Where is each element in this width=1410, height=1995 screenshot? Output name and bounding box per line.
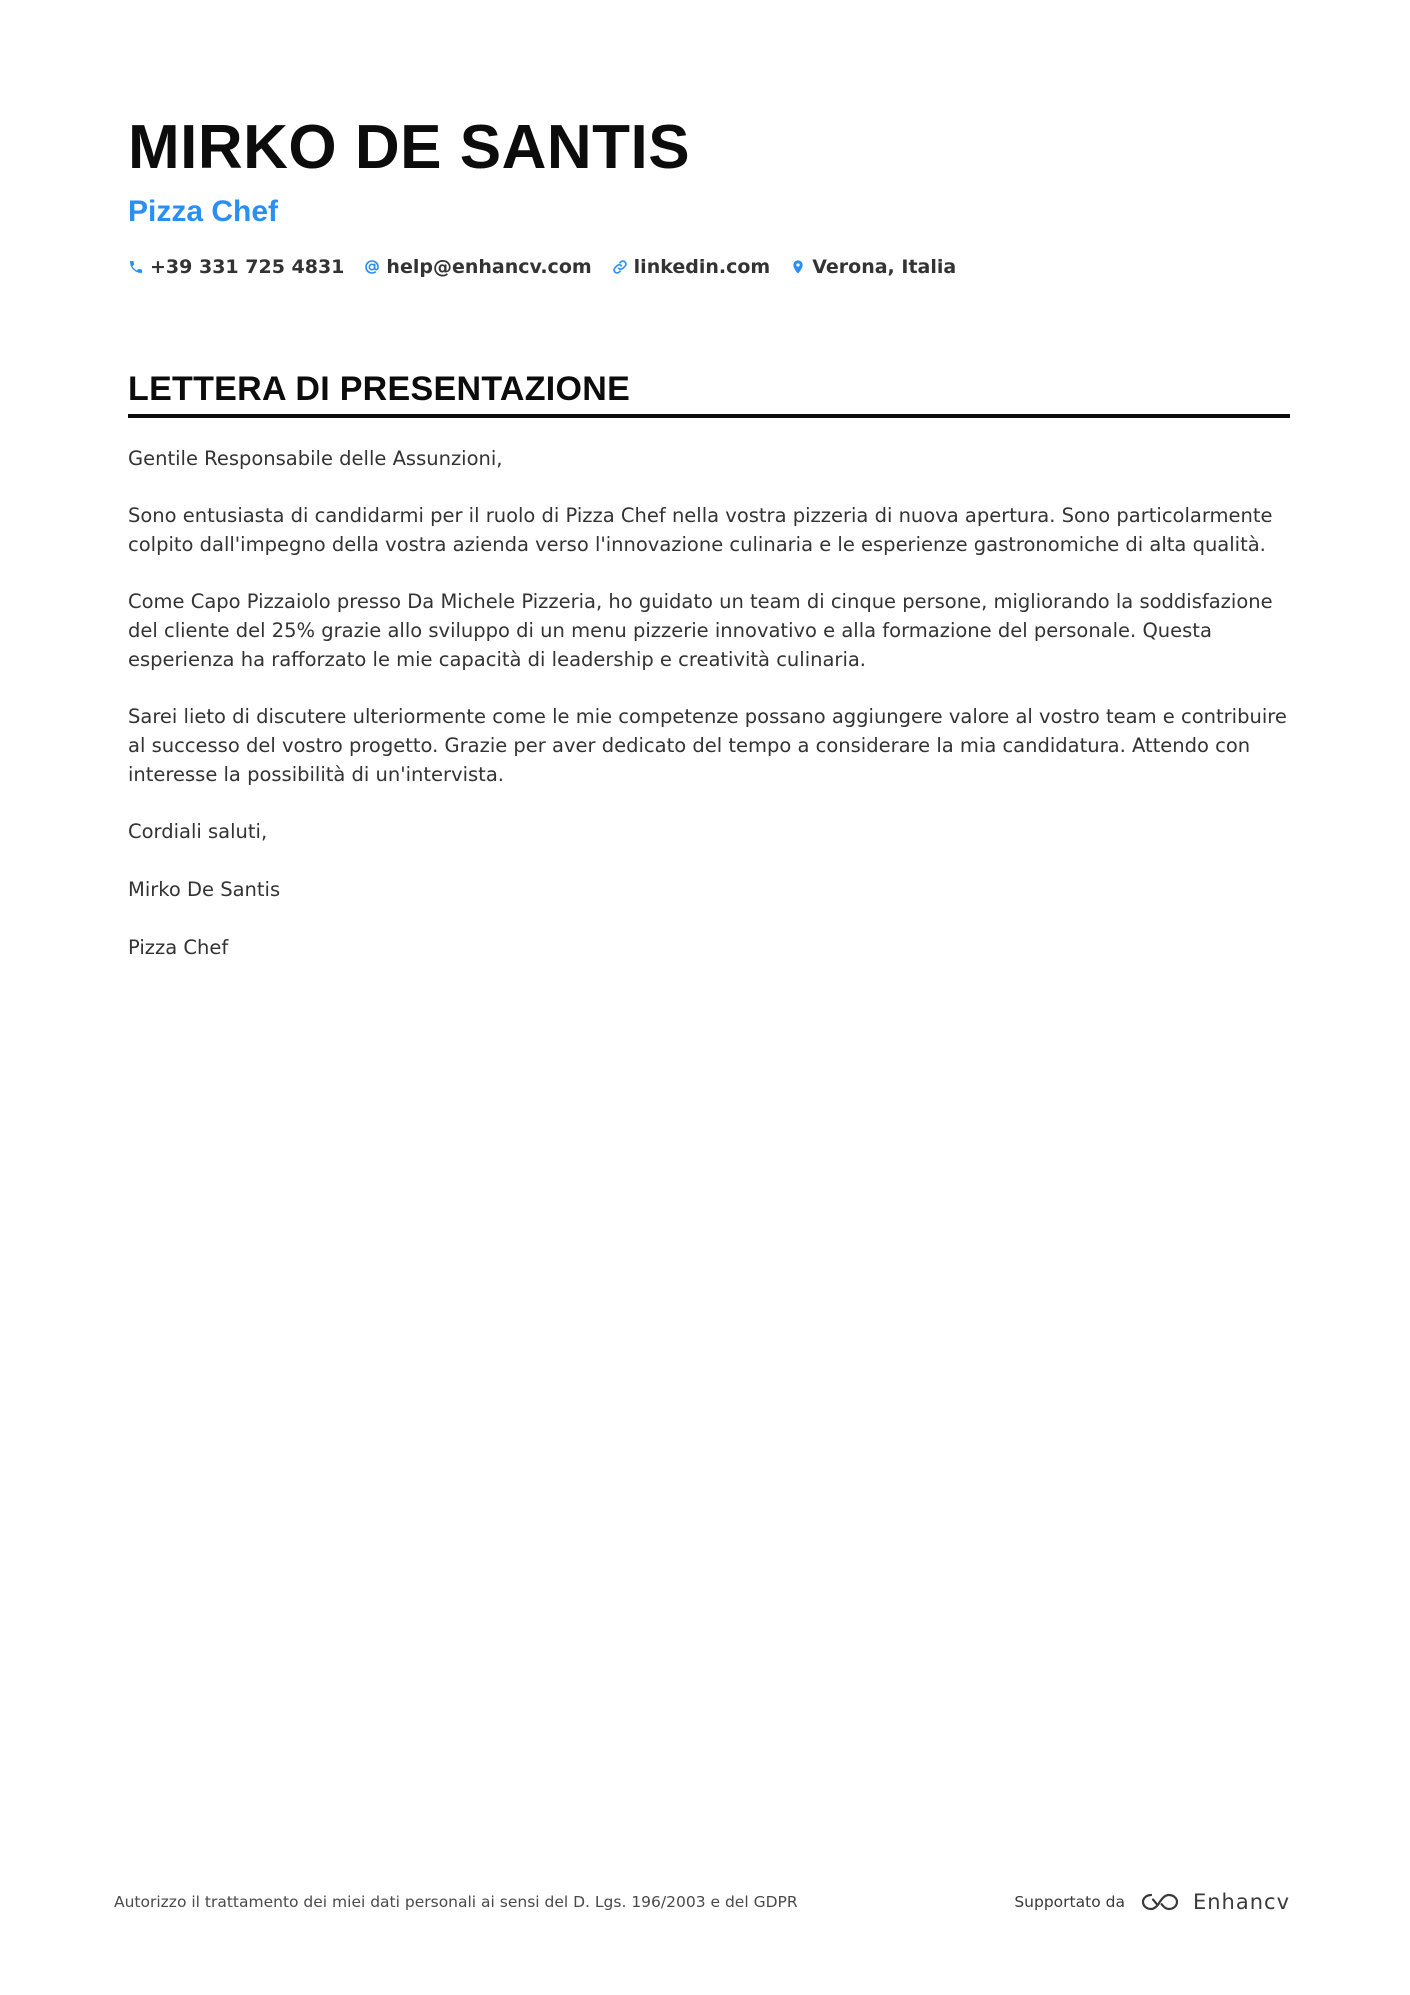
enhancv-logo-icon [1137,1890,1183,1914]
linkedin-text: linkedin.com [633,256,771,278]
letter-paragraph: Sono entusiasta di candidarmi per il ruolo di Pizza Chef nella vostra pizzeria di nuova apertura. Sono particolarmente colpito dall'impegno della vostra azienda verso l'innovazione culinaria e le esperienze gastronomiche di alta qualità. [128,504,1273,556]
link-icon [612,259,628,275]
job-title: Pizza Chef [128,195,279,228]
header [128,110,1288,278]
letter-greeting: Gentile Responsabile delle Assunzioni, [128,447,503,470]
phone-text: +39 331 725 4831 [150,256,345,278]
brand-name: Enhancv [1192,1890,1290,1914]
section-divider [128,414,1290,418]
map-pin-icon [790,259,806,275]
letter-body [128,444,1290,962]
brand-logo[interactable] [1137,1890,1290,1914]
phone-icon [128,259,144,275]
letter-paragraph: Come Capo Pizzaiolo presso Da Michele Pizzeria, ho guidato un team di cinque persone, migliorando la soddisfazione del cliente del 25% grazie allo sviluppo di un menu pizzerie innovativo e alla formazione del personale. Questa esperienza ha rafforzato le mie capacità di leadership e creatività culinaria. [128,590,1273,671]
at-icon [364,259,380,275]
powered-by-label: Supportato da [1014,1893,1125,1911]
signature-name: Mirko De Santis [128,878,281,901]
contact-linkedin[interactable] [612,256,771,278]
privacy-consent-note: Autorizzo il trattamento dei miei dati personali ai sensi del D. Lgs. 196/2003 e del GDPR [114,1893,798,1911]
signature-title: Pizza Chef [128,936,229,959]
contact-email[interactable] [364,256,591,278]
contact-bar [128,256,1288,278]
candidate-name: MIRKO DE SANTIS [128,113,691,182]
powered-by[interactable] [1014,1890,1290,1914]
cover-letter-section [128,368,1290,990]
contact-phone[interactable] [128,256,344,278]
contact-location [790,256,956,278]
footer [114,1890,1290,1914]
email-text: help@enhancv.com [386,256,592,278]
section-title: LETTERA DI PRESENTAZIONE [128,370,631,408]
letter-paragraph: Sarei lieto di discutere ulteriormente come le mie competenze possano aggiungere valore al vostro team e contribuire al successo del vostro progetto. Grazie per aver dedicato del tempo a considerare la mia candidatura. Attendo con interesse la possibilità di un'intervista. [128,705,1287,786]
location-text: Verona, Italia [812,256,957,278]
letter-closing: Cordiali saluti, [128,820,268,843]
